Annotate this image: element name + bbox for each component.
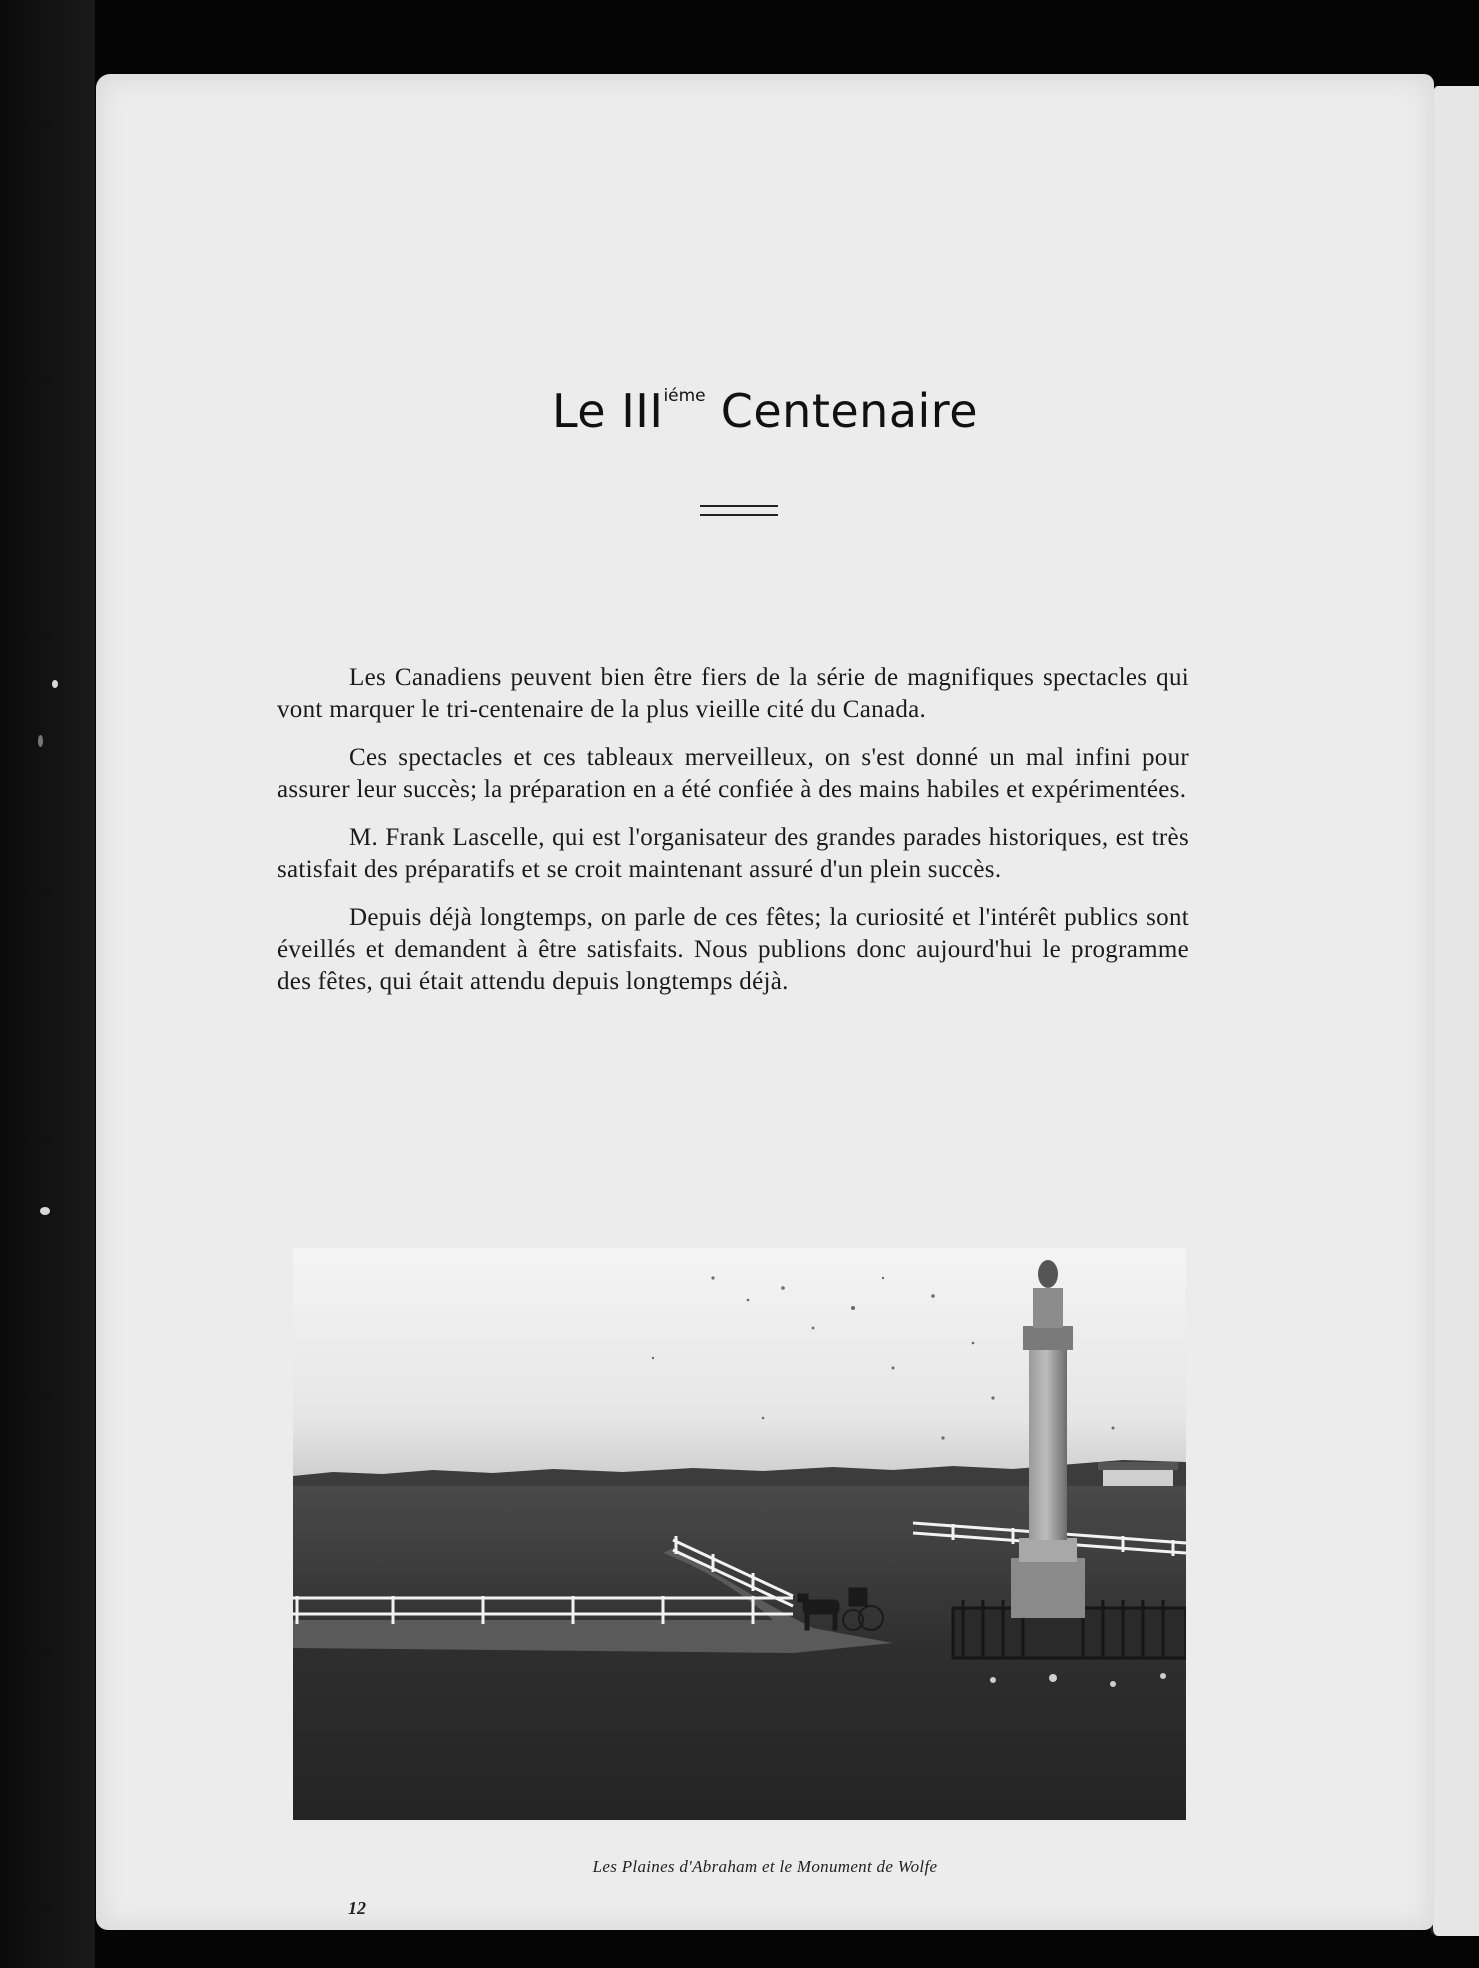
page-title: [96, 384, 1434, 438]
paragraph-3: M. Frank Lascelle, qui est l'organisateur des grandes parades historiques, est très satisfait des préparatifs et se croit maintenant assuré d'un plein succès.: [277, 824, 1189, 883]
scan-speck: [52, 680, 58, 688]
scan-speck: [38, 735, 43, 747]
photo-caption: Les Plaines d'Abraham et le Monument de Wolfe: [592, 1857, 938, 1876]
title-superscript: iéme: [663, 386, 706, 406]
title-main-after: Centenaire: [720, 384, 979, 438]
paragraph-4: Depuis déjà longtemps, on parle de ces fêtes; la curiosité et l'intérêt publics sont éveillés et demandent à être satisfaits. Nous publions donc aujourd'hui le programme des fêtes, qui était attendu depuis longtemps déjà.: [277, 904, 1189, 995]
page-number: 12: [348, 1898, 366, 1918]
plains-of-abraham-photo: [293, 1248, 1186, 1820]
title-double-rule: [700, 505, 778, 516]
article-body: [277, 662, 1189, 1014]
photo-illustration: [293, 1248, 1186, 1820]
adjacent-page-edge: [1430, 86, 1479, 1936]
paragraph-1: Les Canadiens peuvent bien être fiers de la série de magnifiques spectacles qui vont marquer le tri-centenaire de la plus vieille cité du Canada.: [277, 664, 1189, 723]
photo-building-roof: [1098, 1462, 1178, 1470]
scan-margin-left: [0, 0, 95, 1968]
paragraph-2: Ces spectacles et ces tableaux merveilleux, on s'est donné un mal infini pour assurer leur succès; la préparation en a été confiée à des mains habiles et expérimentées.: [277, 744, 1189, 803]
scan-speck: [40, 1207, 50, 1215]
title-main-before: Le III: [551, 384, 664, 438]
photo-building: [1103, 1470, 1173, 1488]
document-page: [96, 74, 1434, 1930]
